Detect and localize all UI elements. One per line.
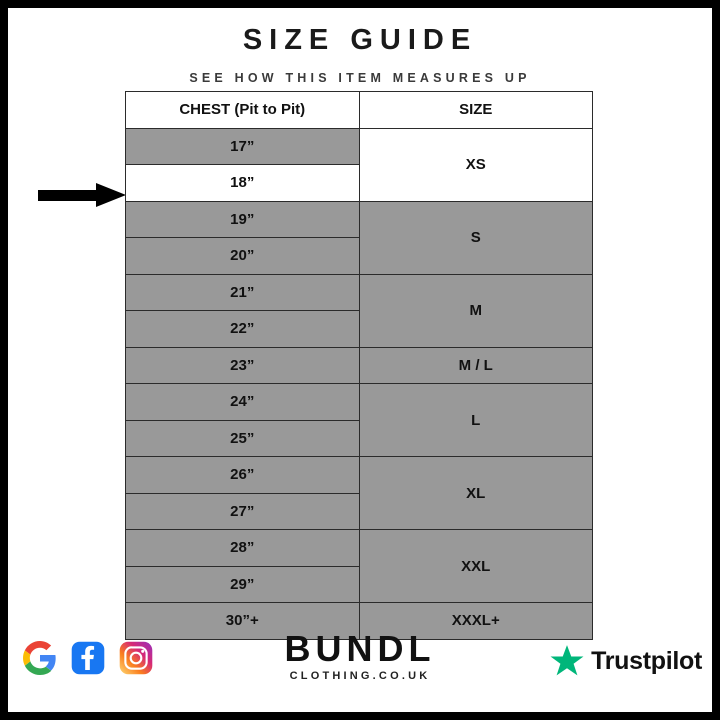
chest-cell: 20” <box>126 238 360 275</box>
size-cell: XXXL+ <box>359 603 593 640</box>
size-table-wrapper <box>125 91 593 640</box>
chest-cell: 18” <box>126 165 360 202</box>
size-cell: XL <box>359 457 593 530</box>
size-cell: L <box>359 384 593 457</box>
size-cell: M <box>359 274 593 347</box>
chest-cell: 23” <box>126 347 360 384</box>
table-row <box>126 128 593 165</box>
table-row <box>126 384 593 421</box>
chest-cell: 21” <box>126 274 360 311</box>
trustpilot-logo[interactable] <box>550 644 702 678</box>
chest-cell: 24” <box>126 384 360 421</box>
table-row <box>126 457 593 494</box>
size-cell: S <box>359 201 593 274</box>
chest-cell: 27” <box>126 493 360 530</box>
table-header-row <box>126 92 593 129</box>
arrow-head <box>96 183 126 207</box>
footer <box>8 624 712 704</box>
size-guide-card <box>8 8 712 712</box>
size-table <box>125 91 593 640</box>
chest-cell: 26” <box>126 457 360 494</box>
table-row <box>126 201 593 238</box>
size-cell: XXL <box>359 530 593 603</box>
chest-cell: 17” <box>126 128 360 165</box>
brand-name: BUNDL <box>284 628 436 669</box>
chest-cell: 28” <box>126 530 360 567</box>
trustpilot-label: Trustpilot <box>591 646 702 675</box>
table-row <box>126 274 593 311</box>
size-cell: XS <box>359 128 593 201</box>
column-header-chest: CHEST (Pit to Pit) <box>126 92 360 129</box>
size-cell: M / L <box>359 347 593 384</box>
table-row <box>126 530 593 567</box>
arrow-shaft <box>38 190 100 201</box>
chest-cell: 22” <box>126 311 360 348</box>
chest-cell: 30”+ <box>126 603 360 640</box>
page-subtitle: SEE HOW THIS ITEM MEASURES UP <box>189 71 531 85</box>
chest-cell: 29” <box>126 566 360 603</box>
trustpilot-star-icon <box>550 644 584 678</box>
brand-subtitle: CLOTHING.CO.UK <box>289 669 431 682</box>
chest-cell: 25” <box>126 420 360 457</box>
right-arrow-icon <box>38 183 128 207</box>
chest-cell: 19” <box>126 201 360 238</box>
table-row <box>126 347 593 384</box>
page-title: SIZE GUIDE <box>242 24 478 56</box>
column-header-size: SIZE <box>359 92 593 129</box>
